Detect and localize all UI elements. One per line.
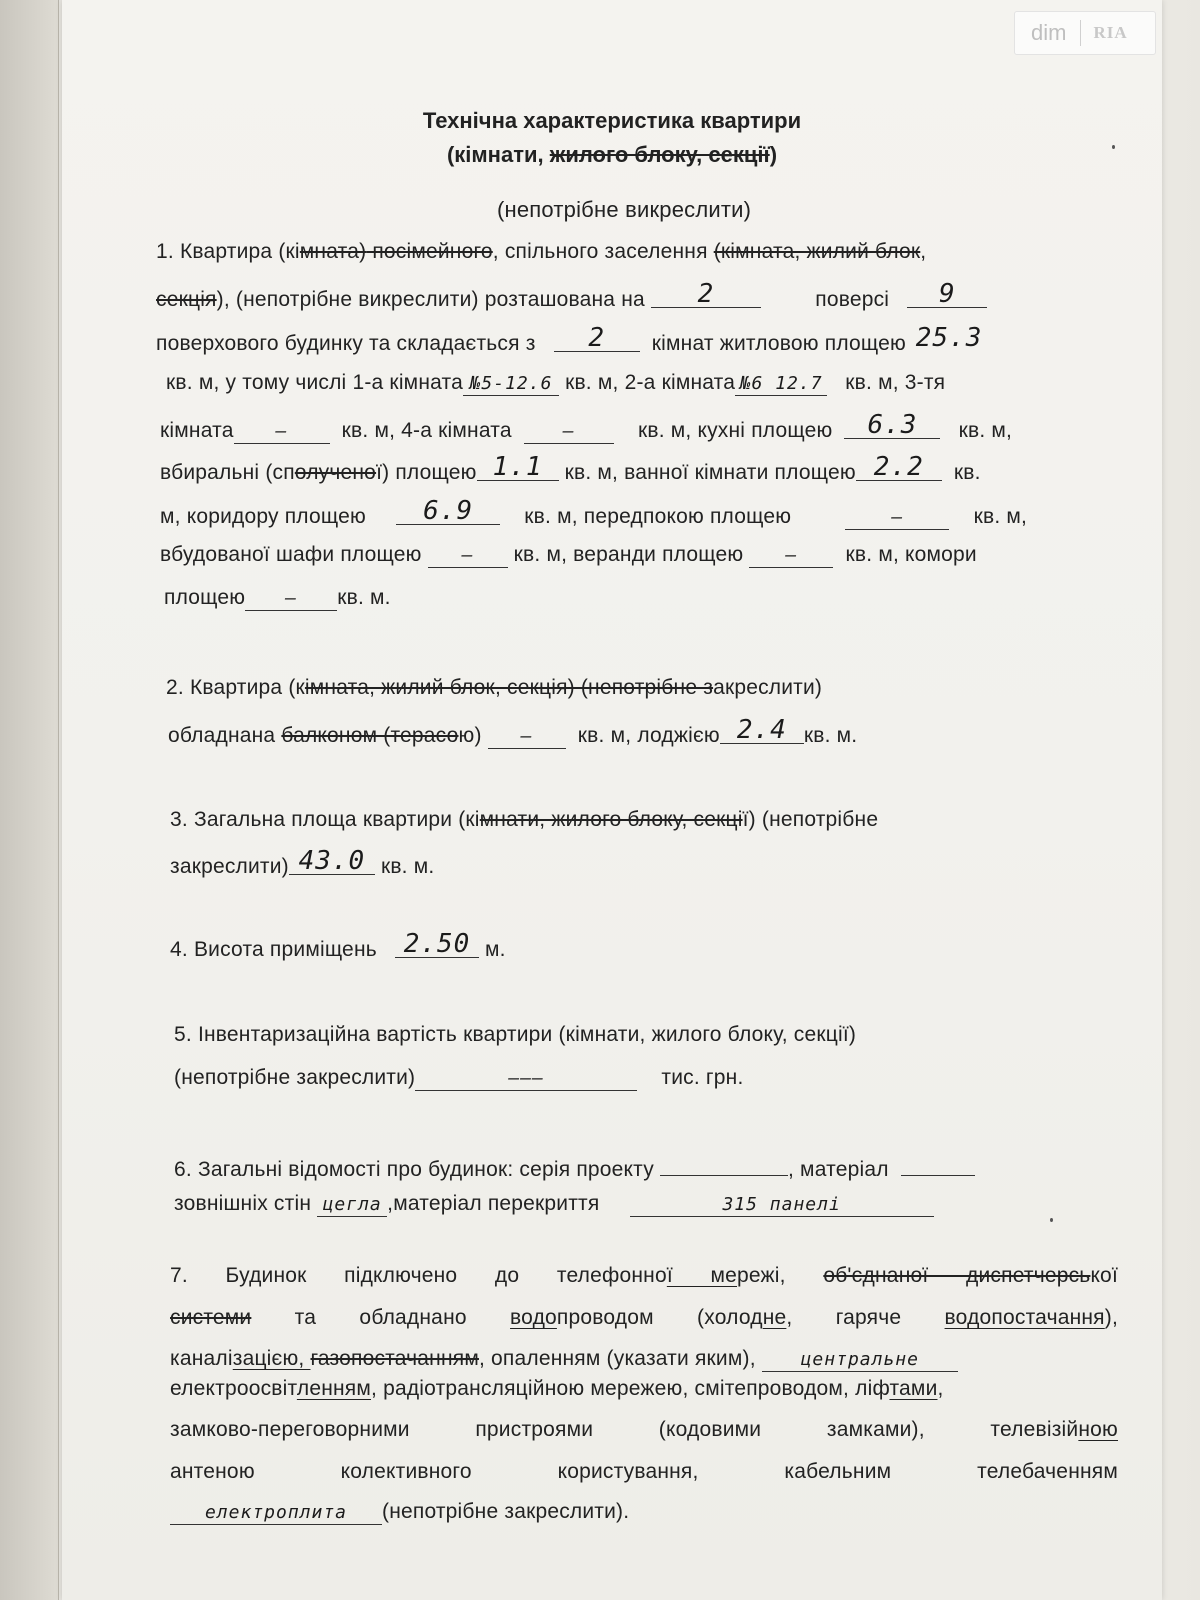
hall-value: – — [891, 507, 904, 528]
ink-dot — [1050, 1218, 1053, 1222]
s7-line3: каналізацією, газопостачанням, опаленням (указати яким), центральне — [170, 1347, 958, 1372]
kitchen-value: 6.3 — [867, 410, 918, 440]
watermark-divider — [1080, 20, 1081, 46]
s1-line6: вбиральні (сполученої) площею 1.1 кв. м, ванної кімнати площею 2.2 кв. — [160, 452, 981, 484]
s7-line7: електроплита (непотрібне закреслити). — [170, 1500, 629, 1525]
s1-line9: площею — кв. м. — [164, 586, 391, 611]
s7-line2: системи та обладнано водопроводом (холодне, гаряче водопостачання), — [170, 1306, 1118, 1329]
total-area-value: 43.0 — [298, 846, 366, 876]
storage-value: — — [285, 588, 298, 609]
s6-line2: зовнішніх стін цегла ,матеріал перекриття 315 панелі — [174, 1192, 934, 1217]
s5-line2: (непотрібне закреслити) ——— тис. грн. — [174, 1066, 743, 1091]
s1-line2: секція), (непотрібне викреслити) розташована на 2 поверсі 9 — [156, 283, 987, 312]
heating-value: центральне — [800, 1349, 919, 1370]
doc-title: Технічна характеристика квартири — [422, 108, 802, 133]
s2-line1: 2. Квартира (кімната, жилий блок, секція) (непотрібне закреслити) — [166, 676, 823, 699]
s1-line5: кімната – кв. м, 4-а кімната – кв. м, кухні площею 6.3 кв. м, — [160, 414, 1012, 444]
balcony-value: — — [520, 726, 533, 747]
watermark-dim: dim — [1031, 20, 1067, 45]
corridor-value: 6.9 — [423, 496, 474, 526]
s1-line1: 1. Квартира (кімната) посімейного, спільного заселення (кімната, жилий блок, — [156, 240, 927, 263]
room4-value: – — [562, 421, 575, 442]
toilet-value: 1.1 — [492, 452, 543, 482]
s1-line8: вбудованої шафи площею – кв. м, веранди площею – кв. м, комори — [160, 543, 977, 568]
underlying-page-edge — [0, 0, 59, 1600]
s7-line1: 7. Будинок підключено до телефонної мережі, об'єднаної диспетчерської — [170, 1264, 1118, 1287]
veranda-value: – — [785, 545, 798, 566]
s4-line1: 4. Висота приміщень 2.50 м. — [170, 929, 506, 961]
s1-line7: м, коридору площею 6.9 кв. м, передпокою площею – кв. м, — [160, 500, 1027, 530]
s7-line4: електроосвітленням, радіотрансляційною мережею, смітепроводом, ліфтами, — [170, 1377, 944, 1400]
s3-line2: закреслити) 43.0 кв. м. — [170, 846, 435, 878]
floors-value: 9 — [938, 279, 956, 309]
height-value: 2.50 — [403, 929, 471, 959]
wardrobe-value: – — [461, 545, 474, 566]
rooms-value: 2 — [588, 323, 605, 353]
ink-dot — [1112, 145, 1115, 149]
walls-value: цегла — [322, 1194, 382, 1215]
s7-line6: антеною колективного користування, кабельним телебаченням — [170, 1460, 1118, 1483]
watermark-ria: RIA — [1093, 23, 1128, 42]
floor-value: 2 — [697, 279, 715, 309]
doc-subtitle: (кімнати, жилого блоку, секції) — [446, 142, 778, 167]
room2-value: №6 12.7 — [739, 373, 823, 394]
watermark-logo — [1014, 11, 1156, 55]
s1-line3: поверхового будинку та складається з 2 кімнат житловою площею 25.3 — [156, 323, 983, 355]
s1-line4: кв. м, у тому числі 1-а кімната №5-12.6 кв. м, 2-а кімната №6 12.7 кв. м, 3-тя — [166, 371, 945, 396]
s2-line2: обладнана балконом (терасою) — кв. м, лоджією 2.4 кв. м. — [168, 719, 857, 749]
room1-value: №5-12.6 — [469, 373, 553, 394]
s7-line5: замково-переговорними пристроями (кодовими замками), телевізійною — [170, 1418, 1118, 1441]
s6-line1: 6. Загальні відомості про будинок: серія проекту , матеріал — [174, 1151, 975, 1182]
living-area-value: 25.3 — [915, 323, 983, 353]
bath-value: 2.2 — [873, 452, 924, 482]
ceiling-value: 315 панелі — [722, 1194, 841, 1215]
doc-note: (непотрібне викреслити) — [497, 197, 752, 222]
inventory-value: ——— — [508, 1068, 544, 1089]
loggia-value: 2.4 — [736, 715, 787, 745]
s5-line1: 5. Інвентаризаційна вартість квартири (кімнати, жилого блоку, секції) — [174, 1023, 857, 1046]
room3-value: – — [275, 421, 288, 442]
stove-value: електроплита — [204, 1502, 348, 1523]
s3-line1: 3. Загальна площа квартири (кімнати, жилого блоку, секції) (непотрібне — [170, 808, 879, 831]
